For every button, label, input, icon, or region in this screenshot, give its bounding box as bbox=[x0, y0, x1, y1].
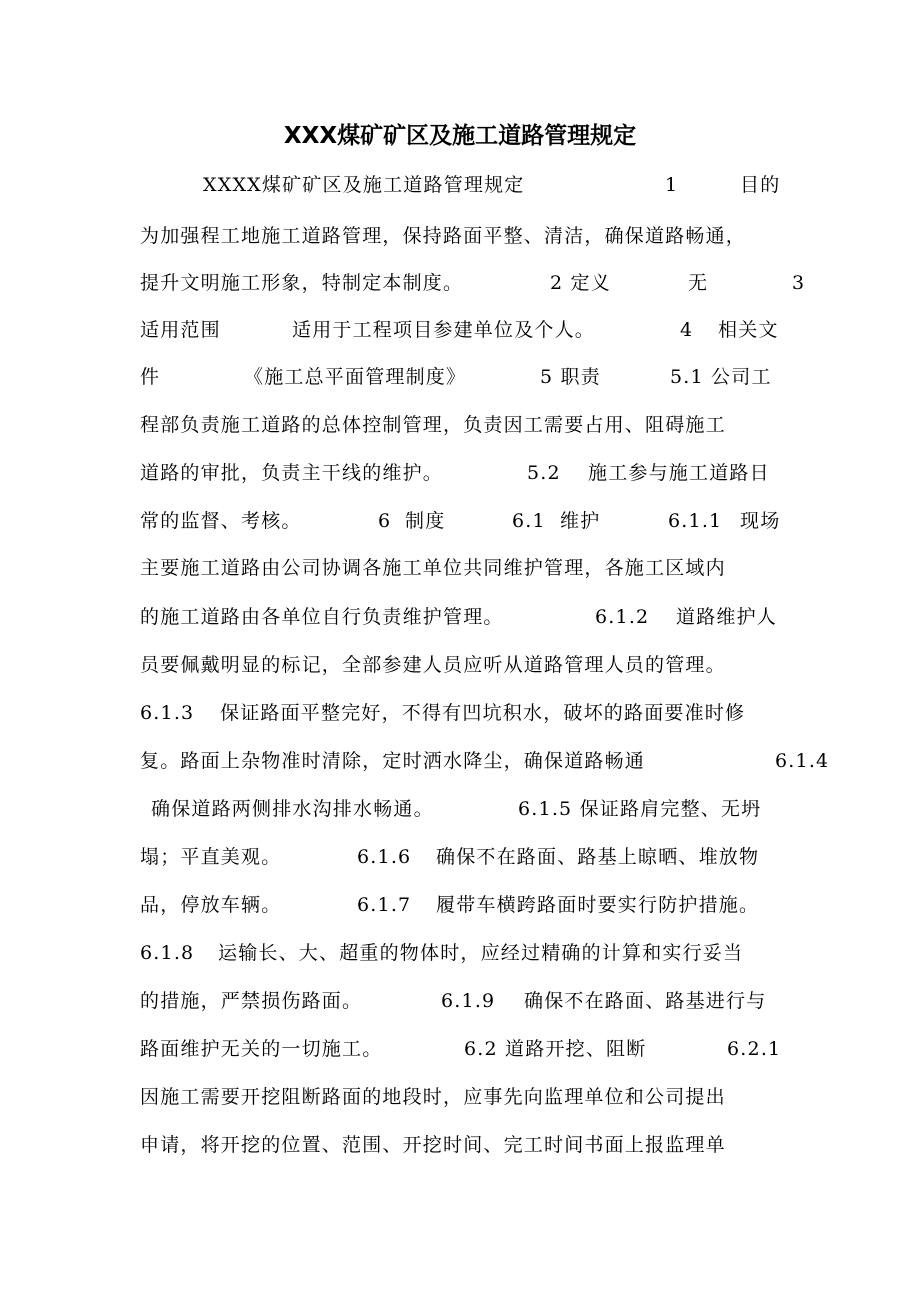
text-segment: 制度 bbox=[405, 510, 446, 532]
text-line bbox=[0, 842, 920, 872]
text-segment: 适用于工程项目参建单位及个人。 bbox=[292, 319, 596, 341]
text-segment: 因施工需要开挖阻断路面的地段时，应事先向监理单位和公司提出 bbox=[140, 1086, 726, 1108]
text-line bbox=[0, 553, 920, 583]
text-segment: 确保不在路面、路基进行与 bbox=[524, 990, 767, 1012]
text-segment: 《施工总平面管理制度》 bbox=[244, 366, 467, 388]
text-line bbox=[0, 1082, 920, 1112]
document-title: XXX煤矿矿区及施工道路管理规定 bbox=[283, 123, 637, 149]
text-line bbox=[0, 458, 920, 488]
text-segment: 的施工道路由各单位自行负责维护管理。 bbox=[140, 606, 504, 628]
text-segment: 道路的审批，负责主干线的维护。 bbox=[140, 462, 444, 484]
text-segment: 6.1.4 bbox=[775, 750, 830, 772]
text-segment: 3 bbox=[792, 272, 806, 294]
text-segment: 确保道路两侧排水沟排水畅通。 bbox=[151, 798, 434, 820]
text-segment: 程部负责施工道路的总体控制管理，负责因工需要占用、阻碍施工 bbox=[140, 414, 726, 436]
text-segment: 主要施工道路由公司协调各施工单位共同维护管理，各施工区域内 bbox=[140, 557, 726, 579]
text-line bbox=[0, 650, 920, 680]
text-segment: 4 bbox=[680, 319, 694, 341]
text-segment: 保证路面平整完好，不得有凹坑积水，破坏的路面要准时修 bbox=[220, 702, 746, 724]
text-segment: 6.1.5 保证路肩完整、无坍 bbox=[518, 798, 762, 820]
text-segment: 6.1.8 bbox=[140, 942, 195, 964]
text-segment: 6.2 道路开挖、阻断 bbox=[464, 1038, 647, 1060]
text-segment: 维护 bbox=[560, 510, 601, 532]
text-line bbox=[0, 506, 920, 536]
text-segment: 1 bbox=[665, 174, 679, 196]
text-segment: 现场 bbox=[740, 510, 781, 532]
text-segment: 6.1.6 bbox=[357, 846, 412, 868]
text-line bbox=[0, 794, 920, 824]
text-segment: 常的监督、考核。 bbox=[140, 510, 302, 532]
text-segment: 塌；平直美观。 bbox=[140, 846, 282, 868]
text-line bbox=[0, 170, 920, 200]
text-line bbox=[0, 746, 920, 776]
text-segment: 6.1.1 bbox=[668, 510, 723, 532]
text-segment: 6.1.7 bbox=[357, 894, 412, 916]
text-segment: 6.1.3 bbox=[140, 702, 195, 724]
text-segment: 6.2.1 bbox=[727, 1038, 782, 1060]
text-segment: XXXX煤矿矿区及施工道路管理规定 bbox=[203, 174, 525, 196]
text-segment: 目的 bbox=[740, 174, 781, 196]
text-segment: 确保不在路面、路基上晾晒、堆放物 bbox=[436, 846, 760, 868]
text-line bbox=[0, 410, 920, 440]
text-segment: 品，停放车辆。 bbox=[140, 894, 282, 916]
text-segment: 运输长、大、超重的物体时，应经过精确的计算和实行妥当 bbox=[218, 942, 744, 964]
text-line bbox=[0, 986, 920, 1016]
text-line bbox=[0, 890, 920, 920]
text-segment: 6.1.2 bbox=[595, 606, 650, 628]
text-line bbox=[0, 268, 920, 298]
text-segment: 无 bbox=[688, 272, 709, 294]
text-segment: 的措施，严禁损伤路面。 bbox=[140, 990, 363, 1012]
text-segment: 5 职责 bbox=[540, 366, 601, 388]
text-line bbox=[0, 1130, 920, 1160]
text-line bbox=[0, 362, 920, 392]
text-line bbox=[0, 698, 920, 728]
text-segment: 相关文 bbox=[718, 319, 779, 341]
text-line bbox=[0, 602, 920, 632]
text-line bbox=[0, 1034, 920, 1064]
text-segment: 员要佩戴明显的标记，全部参建人员应听从道路管理人员的管理。 bbox=[140, 654, 726, 676]
text-segment: 为加强程工地施工道路管理，保持路面平整、清洁，确保道路畅通， bbox=[140, 225, 747, 247]
text-line bbox=[0, 315, 920, 345]
text-segment: 件 bbox=[140, 366, 161, 388]
text-segment: 履带车横跨路面时要实行防护措施。 bbox=[436, 894, 760, 916]
text-segment: 道路维护人 bbox=[676, 606, 778, 628]
text-segment: 6 bbox=[378, 510, 392, 532]
text-segment: 6.1 bbox=[512, 510, 546, 532]
text-segment: 5.2 bbox=[527, 462, 561, 484]
text-segment: 5.1 公司工 bbox=[670, 366, 772, 388]
text-segment: 复。路面上杂物准时清除，定时洒水降尘，确保道路畅通 bbox=[140, 750, 646, 772]
text-segment: 2 定义 bbox=[550, 272, 611, 294]
text-segment: 施工参与施工道路日 bbox=[588, 462, 770, 484]
text-line bbox=[0, 221, 920, 251]
text-segment: 适用范围 bbox=[140, 319, 221, 341]
text-segment: 路面维护无关的一切施工。 bbox=[140, 1038, 383, 1060]
text-line bbox=[0, 938, 920, 968]
text-segment: 6.1.9 bbox=[441, 990, 496, 1012]
text-segment: 申请，将开挖的位置、范围、开挖时间、完工时间书面上报监理单 bbox=[140, 1134, 726, 1156]
text-segment: 提升文明施工形象，特制定本制度。 bbox=[140, 272, 464, 294]
